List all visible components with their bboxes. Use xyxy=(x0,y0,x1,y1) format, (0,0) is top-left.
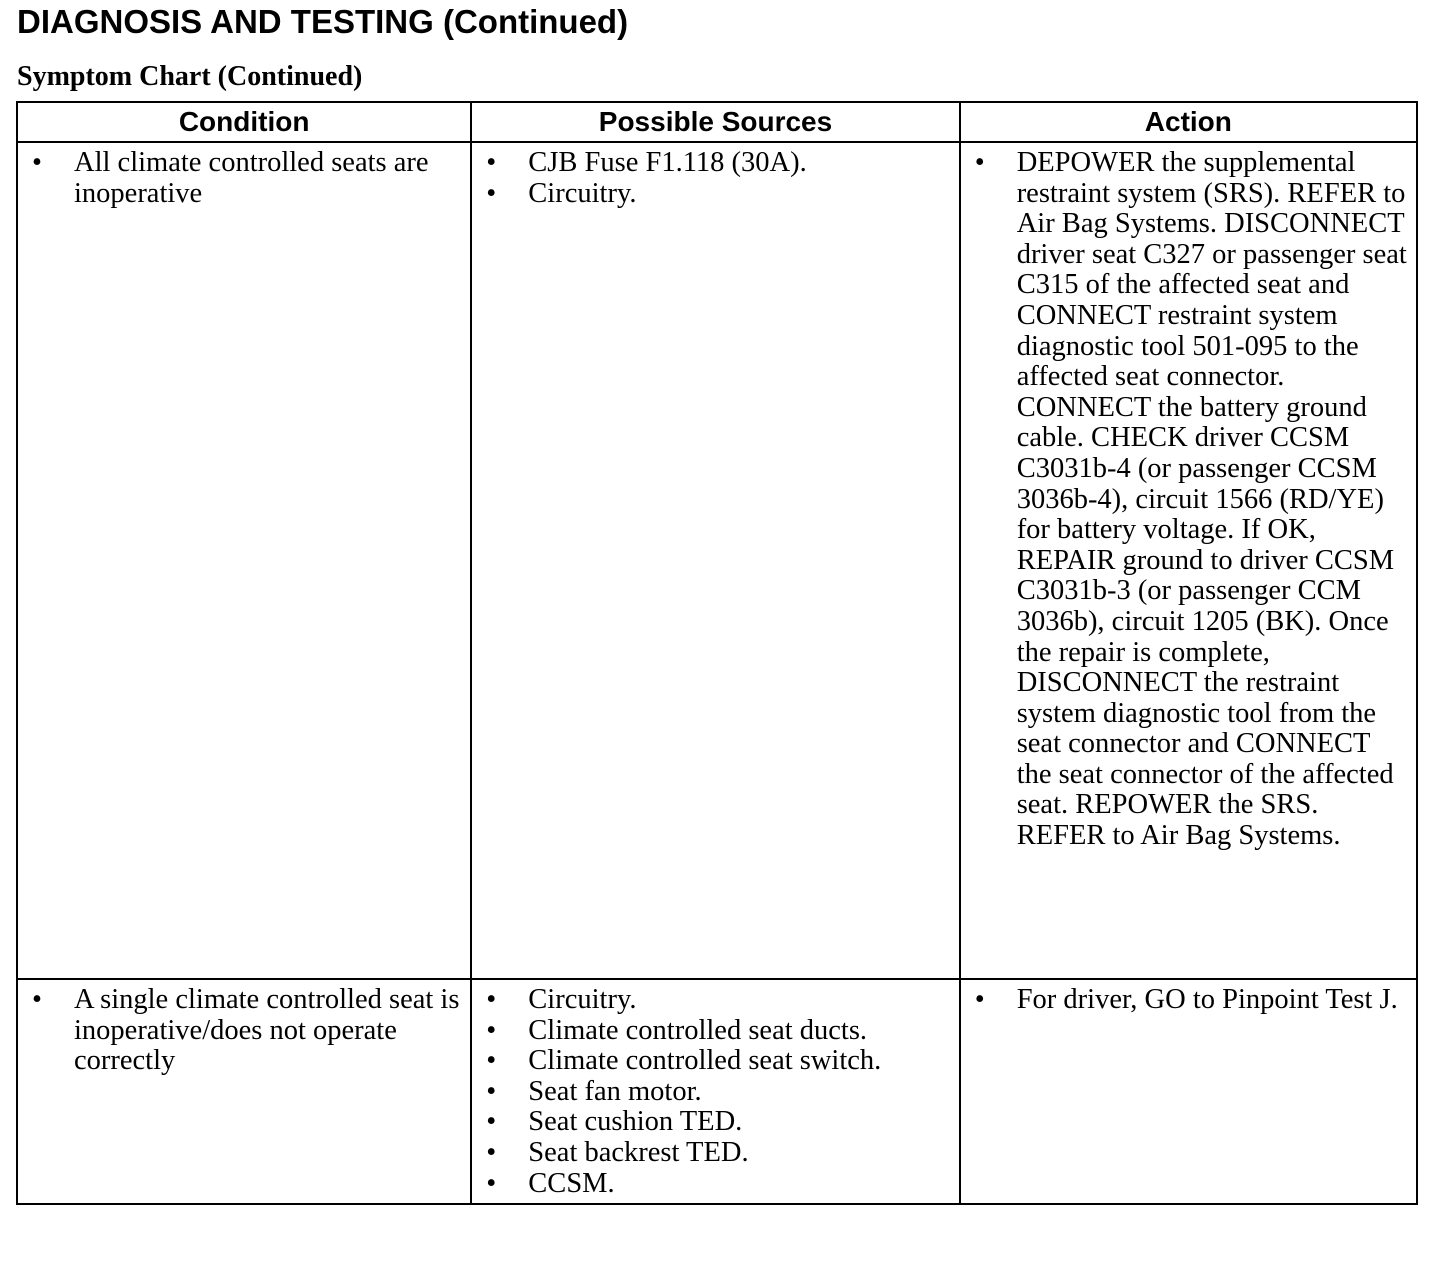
condition-cell xyxy=(17,142,471,979)
column-header-condition: Condition xyxy=(17,102,471,142)
source-text: Seat cushion TED. xyxy=(528,1106,743,1138)
page-title: DIAGNOSIS AND TESTING (Continued) xyxy=(17,3,629,40)
list-item xyxy=(472,985,952,1016)
sources-list xyxy=(472,985,952,1199)
condition-list xyxy=(18,148,464,209)
condition-text: A single climate controlled seat is inoperative/does not operate correctly xyxy=(74,984,460,1077)
source-text: Climate controlled seat ducts. xyxy=(528,1014,868,1046)
bullet-icon: • xyxy=(486,1106,497,1138)
action-list xyxy=(961,985,1410,1016)
list-item xyxy=(472,179,952,210)
bullet-icon: • xyxy=(486,1136,497,1168)
bullet-icon: • xyxy=(486,1014,497,1046)
list-item xyxy=(472,1077,952,1108)
sources-list xyxy=(472,148,952,209)
action-cell xyxy=(960,142,1417,979)
list-item xyxy=(472,1169,952,1200)
list-item xyxy=(472,1046,952,1077)
list-item xyxy=(472,1016,952,1047)
condition-list xyxy=(18,985,464,1077)
column-header-possible-sources: Possible Sources xyxy=(471,102,959,142)
sources-cell xyxy=(471,142,959,979)
bullet-icon: • xyxy=(486,984,497,1015)
list-item xyxy=(961,985,1410,1016)
action-text: For driver, GO to Pinpoint Test J. xyxy=(1016,984,1398,1015)
source-text: Seat fan motor. xyxy=(528,1075,702,1107)
action-cell xyxy=(960,979,1417,1204)
action-text: DEPOWER the supplemental restraint system (SRS). REFER to Air Bag Systems. DISCONNECT driver seat C327 or passenger seat C315 of the affected seat and CONNECT restraint system diagnostic tool 501-095 to the affected seat connector. CONNECT the battery ground cable. CHECK driver CCSM C3031b-4 (or passenger CCSM 3036b-4), circuit 1566 (RD/YE) for battery voltage. If OK, REPAIR ground to driver CCSM C3031b-3 (or passenger CCM 3036b), circuit 1205 (BK). Once the repair is complete, DISCONNECT the restraint system diagnostic tool from the seat connector and CONNECT the seat connector of the affected seat. REPOWER the SRS. REFER to Air Bag Systems. xyxy=(1016,147,1407,852)
list-item xyxy=(961,148,1410,852)
column-header-action: Action xyxy=(960,102,1417,142)
sources-cell xyxy=(471,979,959,1204)
condition-text: All climate controlled seats are inoperative xyxy=(74,147,429,209)
bullet-icon: • xyxy=(486,177,497,209)
source-text: Circuitry. xyxy=(528,177,637,209)
bullet-icon: • xyxy=(486,1045,497,1077)
bullet-icon: • xyxy=(486,147,497,178)
source-text: Seat backrest TED. xyxy=(528,1136,749,1168)
table-row xyxy=(17,979,1417,1204)
bullet-icon: • xyxy=(974,984,985,1015)
list-item xyxy=(18,148,464,209)
table-row xyxy=(17,142,1417,979)
table-header-row xyxy=(17,102,1417,142)
source-text: CCSM. xyxy=(528,1167,615,1199)
source-text: Circuitry. xyxy=(528,984,637,1015)
list-item xyxy=(18,985,464,1077)
chart-title: Symptom Chart (Continued) xyxy=(17,61,363,92)
condition-cell xyxy=(17,979,471,1204)
action-list xyxy=(961,148,1410,852)
list-item xyxy=(472,1138,952,1169)
list-item xyxy=(472,1107,952,1138)
bullet-icon: • xyxy=(486,1075,497,1107)
bullet-icon: • xyxy=(32,147,42,178)
source-text: Climate controlled seat switch. xyxy=(528,1045,882,1077)
source-text: CJB Fuse F1.118 (30A). xyxy=(528,147,807,178)
symptom-chart-table xyxy=(16,101,1418,1205)
list-item xyxy=(472,148,952,179)
bullet-icon: • xyxy=(974,147,985,178)
bullet-icon: • xyxy=(486,1167,497,1199)
bullet-icon: • xyxy=(32,984,42,1015)
